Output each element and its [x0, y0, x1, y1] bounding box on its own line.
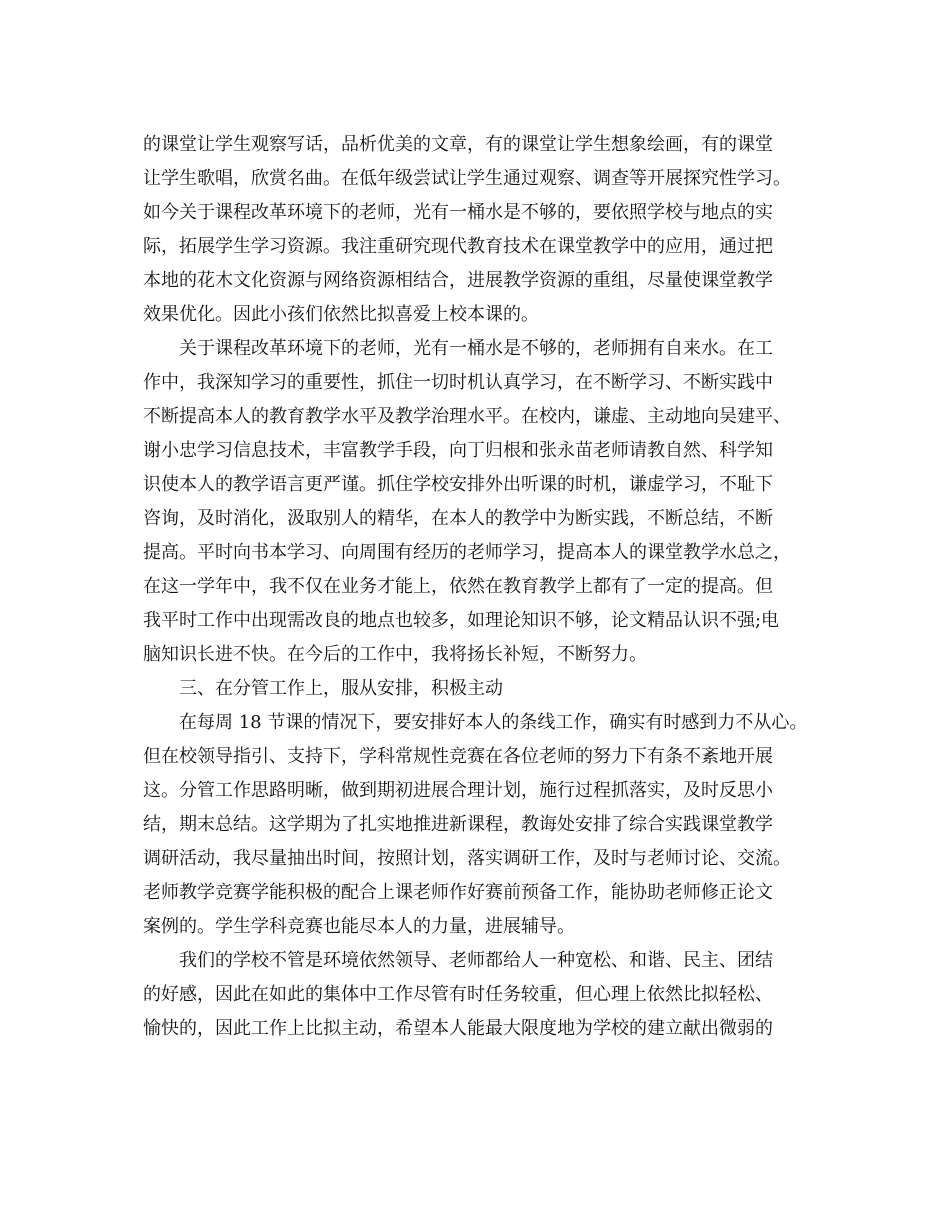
text-line: 际，拓展学生学习资源。我注重研究现代教育技术在课堂教学中的应用，通过把	[143, 236, 773, 257]
text-line: 识使本人的教学语言更严谨。抓住学校安排外出听课的时机，谦虚学习，不耻下	[143, 474, 773, 495]
text-line: 我平时工作中出现需改良的地点也较多，如理论知识不够，论文精品认识不强;电	[143, 610, 780, 631]
paragraph-first-line: 我们的学校不管是环境依然领导、老师都给人一种宽松、和谐、民主、团结	[179, 950, 773, 971]
text-line: 脑知识长进不快。在今后的工作中，我将扬长补短，不断努力。	[143, 644, 647, 665]
text-line: 结，期末总结。这学期为了扎实地推进新课程，教诲处安排了综合实践课堂教学	[143, 814, 773, 835]
text-line: 的好感，因此在如此的集体中工作尽管有时任务较重，但心理上依然比拟轻松、	[143, 984, 773, 1005]
text-line: 如今关于课程改革环境下的老师，光有一桶水是不够的，要依照学校与地点的实	[143, 202, 773, 223]
paragraph-first-line: 在每周 18 节课的情况下，要安排好本人的条线工作，确实有时感到力不从心。	[179, 712, 808, 733]
text-line: 案例的。学生学科竞赛也能尽本人的力量，进展辅导。	[143, 916, 575, 937]
text-line: 让学生歌唱，欣赏名曲。在低年级尝试让学生通过观察、调查等开展探究性学习。	[143, 168, 791, 189]
document-body	[143, 128, 813, 1046]
text-line: 这。分管工作思路明晰，做到期初进展合理计划，施行过程抓落实，及时反思小	[143, 780, 773, 801]
text-line: 作中，我深知学习的重要性，抓住一切时机认真学习，在不断学习、不断实践中	[143, 372, 773, 393]
text-line: 咨询，及时消化，汲取别人的精华，在本人的教学中为断实践，不断总结，不断	[143, 508, 773, 529]
text-line: 的课堂让学生观察写话，品析优美的文章，有的课堂让学生想象绘画，有的课堂	[143, 134, 773, 155]
text-line: 老师教学竞赛学能积极的配合上课老师作好赛前预备工作，能协助老师修正论文	[143, 882, 773, 903]
text-line: 愉快的，因此工作上比拟主动，希望本人能最大限度地为学校的建立献出微弱的	[143, 1018, 773, 1039]
text-line: 本地的花木文化资源与网络资源相结合，进展教学资源的重组，尽量使课堂教学	[143, 270, 773, 291]
text-line: 不断提高本人的教育教学水平及教学治理水平。在校内，谦虚、主动地向吴建平、	[143, 406, 791, 427]
text-line: 谢小忠学习信息技术，丰富教学手段，向丁归根和张永苗老师请教自然、科学知	[143, 440, 773, 461]
text-line: 提高。平时向书本学习、向周围有经历的老师学习，提高本人的课堂教学水总之，	[143, 542, 791, 563]
text-line: 但在校领导指引、支持下，学科常规性竞赛在各位老师的努力下有条不紊地开展	[143, 746, 773, 767]
paragraph-first-line: 关于课程改革环境下的老师，光有一桶水是不够的，老师拥有自来水。在工	[179, 338, 773, 359]
text-line: 效果优化。因此小孩们依然比拟喜爱上校本课的。	[143, 304, 539, 325]
text-line: 在这一学年中，我不仅在业务才能上，依然在教育教学上都有了一定的提高。但	[143, 576, 773, 597]
paragraph-first-line: 三、在分管工作上，服从安排，积极主动	[179, 678, 503, 699]
text-line: 调研活动，我尽量抽出时间，按照计划，落实调研工作，及时与老师讨论、交流。	[143, 848, 791, 869]
